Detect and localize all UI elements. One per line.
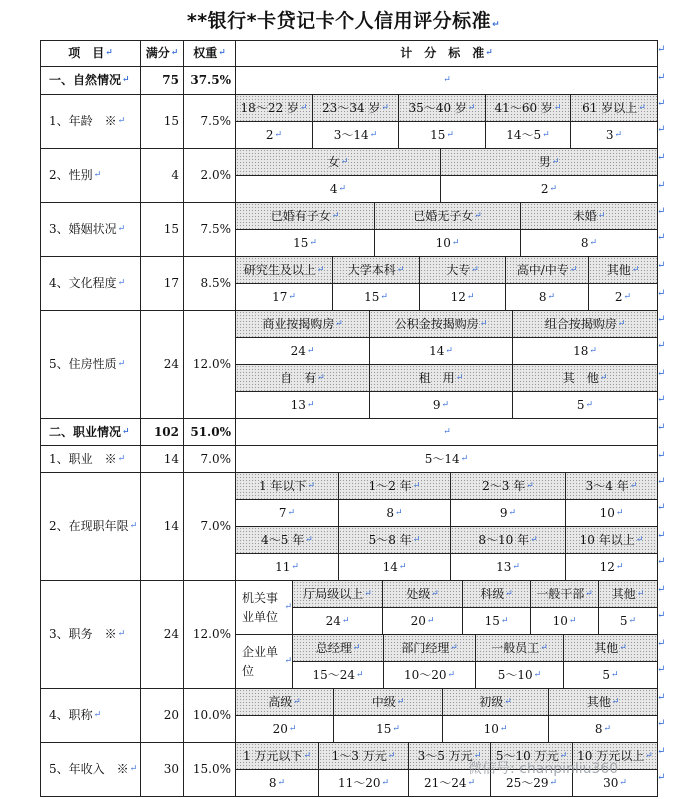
age-label-0: 18～22 岁 ↵ <box>235 94 313 122</box>
paragraph-mark: ↵ <box>657 124 666 135</box>
age-label-4: 61 岁以上 ↵ <box>570 94 658 122</box>
position-enterprise-label-0: 总经理 ↵ <box>292 634 384 662</box>
position-enterprise-unit: 企业单位 ↵ <box>235 634 293 689</box>
age-score-1: 3～14 ↵ <box>312 121 399 149</box>
income-weight: 15.0% <box>183 742 236 797</box>
paragraph-mark: ↵ <box>657 584 666 595</box>
professional-title-score-0: 20 ↵ <box>235 715 334 743</box>
position-gov-label-2: 科级 ↵ <box>462 580 531 608</box>
position-enterprise-label-1: 部门经理 ↵ <box>383 634 476 662</box>
occupation-full-score: 14 <box>140 445 184 473</box>
position-gov-unit: 机关事业单位 ↵ <box>235 580 293 635</box>
tenure-score-a-1: 8 ↵ <box>338 499 451 527</box>
professional-title-name: 4、职称 ↵ <box>40 688 141 743</box>
marriage-score-0: 15 ↵ <box>235 229 375 257</box>
position-gov-label-0: 厅局级以上 ↵ <box>292 580 383 608</box>
housing-name: 5、住房性质 ↵ <box>40 310 141 419</box>
tenure-score-a-2: 9 ↵ <box>450 499 566 527</box>
position-gov-score-1: 20 ↵ <box>382 607 463 635</box>
marriage-label-0: 已婚有子女 ↵ <box>235 202 375 230</box>
housing-label-b-2: 其 他 ↵ <box>512 364 658 392</box>
age-score-3: 14～5 ↵ <box>485 121 571 149</box>
housing-score-a-0: 24 ↵ <box>235 337 370 365</box>
paragraph-mark: ↵ <box>657 206 666 217</box>
professional-title-label-0: 高级 ↵ <box>235 688 334 716</box>
tenure-label-b-2: 8～10 年 ↵ <box>450 526 566 554</box>
paragraph-mark: ↵ <box>657 368 666 379</box>
paragraph-mark: ↵ <box>657 152 666 163</box>
income-score-4: 30 ↵ <box>572 769 658 797</box>
income-score-3: 25～29 ↵ <box>490 769 573 797</box>
tenure-score-b-1: 14 ↵ <box>338 553 451 581</box>
header-criteria: 计 分 标 准 ↵ <box>235 40 658 67</box>
housing-label-a-0: 商业按揭购房 ↵ <box>235 310 370 338</box>
position-gov-label-3: 一般干部 ↵ <box>530 580 599 608</box>
marriage-full-score: 15 <box>140 202 184 257</box>
header-weight: 权重 ↵ <box>183 40 236 67</box>
age-label-1: 23～34 岁 ↵ <box>312 94 399 122</box>
education-score-2: 12 ↵ <box>419 283 506 311</box>
age-label-3: 41～60 岁 ↵ <box>485 94 571 122</box>
housing-full-score: 24 <box>140 310 184 419</box>
paragraph-mark: ↵ <box>657 450 666 461</box>
education-label-0: 研究生及以上 ↵ <box>235 256 333 284</box>
marriage-label-1: 已婚无子女 ↵ <box>374 202 521 230</box>
income-label-1: 1～3 万元 ↵ <box>318 742 409 770</box>
paragraph-mark: ↵ <box>657 530 666 541</box>
paragraph-mark: ↵ <box>657 394 666 405</box>
sex-label-1: 男 ↵ <box>440 148 658 176</box>
position-full-score: 24 <box>140 580 184 689</box>
tenure-full-score: 14 <box>140 472 184 581</box>
education-label-1: 大学本科 ↵ <box>332 256 420 284</box>
income-label-0: 1 万元以下 ↵ <box>235 742 319 770</box>
paragraph-mark: ↵ <box>657 180 666 191</box>
marriage-weight: 7.5% <box>183 202 236 257</box>
occupation-weight: 7.0% <box>183 445 236 473</box>
paragraph-mark: ↵ <box>657 746 666 757</box>
education-label-4: 其他 ↵ <box>588 256 658 284</box>
position-enterprise-score-3: 5 ↵ <box>563 661 658 689</box>
income-label-3: 5～10 万元 ↵ <box>490 742 573 770</box>
income-label-2: 3～5 万元 ↵ <box>408 742 491 770</box>
income-score-1: 11～20 ↵ <box>318 769 409 797</box>
housing-label-a-2: 组合按揭购房 ↵ <box>512 310 658 338</box>
tenure-score-a-3: 10 ↵ <box>565 499 658 527</box>
position-gov-label-1: 处级 ↵ <box>382 580 463 608</box>
income-full-score: 30 <box>140 742 184 797</box>
paragraph-mark: ↵ <box>657 502 666 513</box>
professional-title-score-3: 8 ↵ <box>548 715 658 743</box>
age-score-4: 3 ↵ <box>570 121 658 149</box>
paragraph-mark: ↵ <box>657 476 666 487</box>
tenure-name: 2、在现职年限 ↵ <box>40 472 141 581</box>
sex-label-0: 女 ↵ <box>235 148 441 176</box>
position-gov-label-4: 其他 ↵ <box>598 580 658 608</box>
tenure-score-b-0: 11 ↵ <box>235 553 339 581</box>
age-label-2: 35～40 岁 ↵ <box>398 94 486 122</box>
sex-score-0: 4 ↵ <box>235 175 441 203</box>
education-score-4: 2 ↵ <box>588 283 658 311</box>
tenure-label-b-3: 10 年以上 ↵ <box>565 526 658 554</box>
paragraph-mark: ↵ <box>657 556 666 567</box>
income-name: 5、年收入 ※ ↵ <box>40 742 141 797</box>
header-item: 项 目 ↵ <box>40 40 141 67</box>
paragraph-mark: ↵ <box>657 260 666 271</box>
tenure-weight: 7.0% <box>183 472 236 581</box>
paragraph-mark: ↵ <box>657 610 666 621</box>
tenure-label-a-2: 2～3 年 ↵ <box>450 472 566 500</box>
income-score-2: 21～24 ↵ <box>408 769 491 797</box>
section-natural-full-score: 75 <box>140 66 184 95</box>
professional-title-label-3: 其他 ↵ <box>548 688 658 716</box>
tenure-score-b-3: 12 ↵ <box>565 553 658 581</box>
professional-title-score-1: 15 ↵ <box>333 715 443 743</box>
sex-full-score: 4 <box>140 148 184 203</box>
marriage-score-1: 10 ↵ <box>374 229 521 257</box>
section-natural-criteria: ↵ <box>235 66 658 95</box>
marriage-label-2: 未婚 ↵ <box>520 202 658 230</box>
section-natural-name: 一、自然情况 ↵ <box>40 66 141 95</box>
housing-label-a-1: 公积金按揭购房 ↵ <box>369 310 513 338</box>
education-score-3: 8 ↵ <box>505 283 589 311</box>
tenure-label-b-1: 5～8 年 ↵ <box>338 526 451 554</box>
document-title: **银行*卡贷记卡个人信用评分标准↵ <box>186 10 501 32</box>
paragraph-mark: ↵ <box>657 72 666 83</box>
housing-label-b-1: 租 用 ↵ <box>369 364 513 392</box>
age-score-2: 15 ↵ <box>398 121 486 149</box>
tenure-label-b-0: 4～5 年 ↵ <box>235 526 339 554</box>
age-score-0: 2 ↵ <box>235 121 313 149</box>
section-occupation-criteria: ↵ <box>235 418 658 446</box>
sex-weight: 2.0% <box>183 148 236 203</box>
section-occupation-weight: 51.0% <box>183 418 236 446</box>
wechat-watermark: 微信号: chanpinliu360 <box>468 761 619 777</box>
paragraph-mark: ↵ <box>657 314 666 325</box>
position-weight: 12.0% <box>183 580 236 689</box>
marriage-name: 3、婚姻状况 ↵ <box>40 202 141 257</box>
position-gov-score-3: 10 ↵ <box>530 607 599 635</box>
paragraph-mark: ↵ <box>657 692 666 703</box>
paragraph-mark: ↵ <box>657 422 666 433</box>
professional-title-score-2: 10 ↵ <box>442 715 549 743</box>
sex-name: 2、性别 ↵ <box>40 148 141 203</box>
professional-title-full-score: 20 <box>140 688 184 743</box>
paragraph-mark: ↵ <box>657 232 666 243</box>
education-score-0: 17 ↵ <box>235 283 333 311</box>
paragraph-mark: ↵ <box>657 664 666 675</box>
education-name: 4、文化程度 ↵ <box>40 256 141 311</box>
professional-title-label-1: 中级 ↵ <box>333 688 443 716</box>
age-name: 1、年龄 ※ ↵ <box>40 94 141 149</box>
section-natural-weight: 37.5% <box>183 66 236 95</box>
section-occupation-name: 二、职业情况 ↵ <box>40 418 141 446</box>
header-full-score: 满分 ↵ <box>140 40 184 67</box>
position-gov-score-2: 15 ↵ <box>462 607 531 635</box>
education-score-1: 15 ↵ <box>332 283 420 311</box>
paragraph-mark: ↵ <box>657 718 666 729</box>
occupation-score: 5～14 ↵ <box>235 445 658 473</box>
position-gov-score-0: 24 ↵ <box>292 607 383 635</box>
tenure-score-b-2: 13 ↵ <box>450 553 566 581</box>
tenure-label-a-3: 3～4 年 ↵ <box>565 472 658 500</box>
marriage-score-2: 8 ↵ <box>520 229 658 257</box>
position-gov-score-4: 5 ↵ <box>598 607 658 635</box>
education-weight: 8.5% <box>183 256 236 311</box>
position-enterprise-score-2: 5～10 ↵ <box>475 661 564 689</box>
sex-score-1: 2 ↵ <box>440 175 658 203</box>
position-enterprise-score-1: 10～20 ↵ <box>383 661 476 689</box>
professional-title-weight: 10.0% <box>183 688 236 743</box>
paragraph-mark: ↵ <box>657 288 666 299</box>
position-enterprise-label-2: 一般员工 ↵ <box>475 634 564 662</box>
housing-label-b-0: 自 有 ↵ <box>235 364 370 392</box>
education-label-3: 高中/中专 ↵ <box>505 256 589 284</box>
income-score-0: 8 ↵ <box>235 769 319 797</box>
housing-weight: 12.0% <box>183 310 236 419</box>
professional-title-label-2: 初级 ↵ <box>442 688 549 716</box>
housing-score-a-1: 14 ↵ <box>369 337 513 365</box>
position-name: 3、职务 ※ ↵ <box>40 580 141 689</box>
position-enterprise-label-3: 其他 ↵ <box>563 634 658 662</box>
tenure-label-a-1: 1～2 年 ↵ <box>338 472 451 500</box>
housing-score-b-1: 9 ↵ <box>369 391 513 419</box>
income-label-4: 10 万元以上 ↵ <box>572 742 658 770</box>
tenure-label-a-0: 1 年以下 ↵ <box>235 472 339 500</box>
age-weight: 7.5% <box>183 94 236 149</box>
housing-score-b-0: 13 ↵ <box>235 391 370 419</box>
housing-score-b-2: 5 ↵ <box>512 391 658 419</box>
housing-score-a-2: 18 ↵ <box>512 337 658 365</box>
paragraph-mark: ↵ <box>657 638 666 649</box>
age-full-score: 15 <box>140 94 184 149</box>
paragraph-mark: ↵ <box>657 44 666 55</box>
education-label-2: 大专 ↵ <box>419 256 506 284</box>
paragraph-mark: ↵ <box>657 98 666 109</box>
tenure-score-a-0: 7 ↵ <box>235 499 339 527</box>
paragraph-mark: ↵ <box>657 772 666 783</box>
education-full-score: 17 <box>140 256 184 311</box>
paragraph-mark: ↵ <box>657 340 666 351</box>
occupation-name: 1、职业 ※ ↵ <box>40 445 141 473</box>
section-occupation-full-score: 102 <box>140 418 184 446</box>
position-enterprise-score-0: 15～24 ↵ <box>292 661 384 689</box>
